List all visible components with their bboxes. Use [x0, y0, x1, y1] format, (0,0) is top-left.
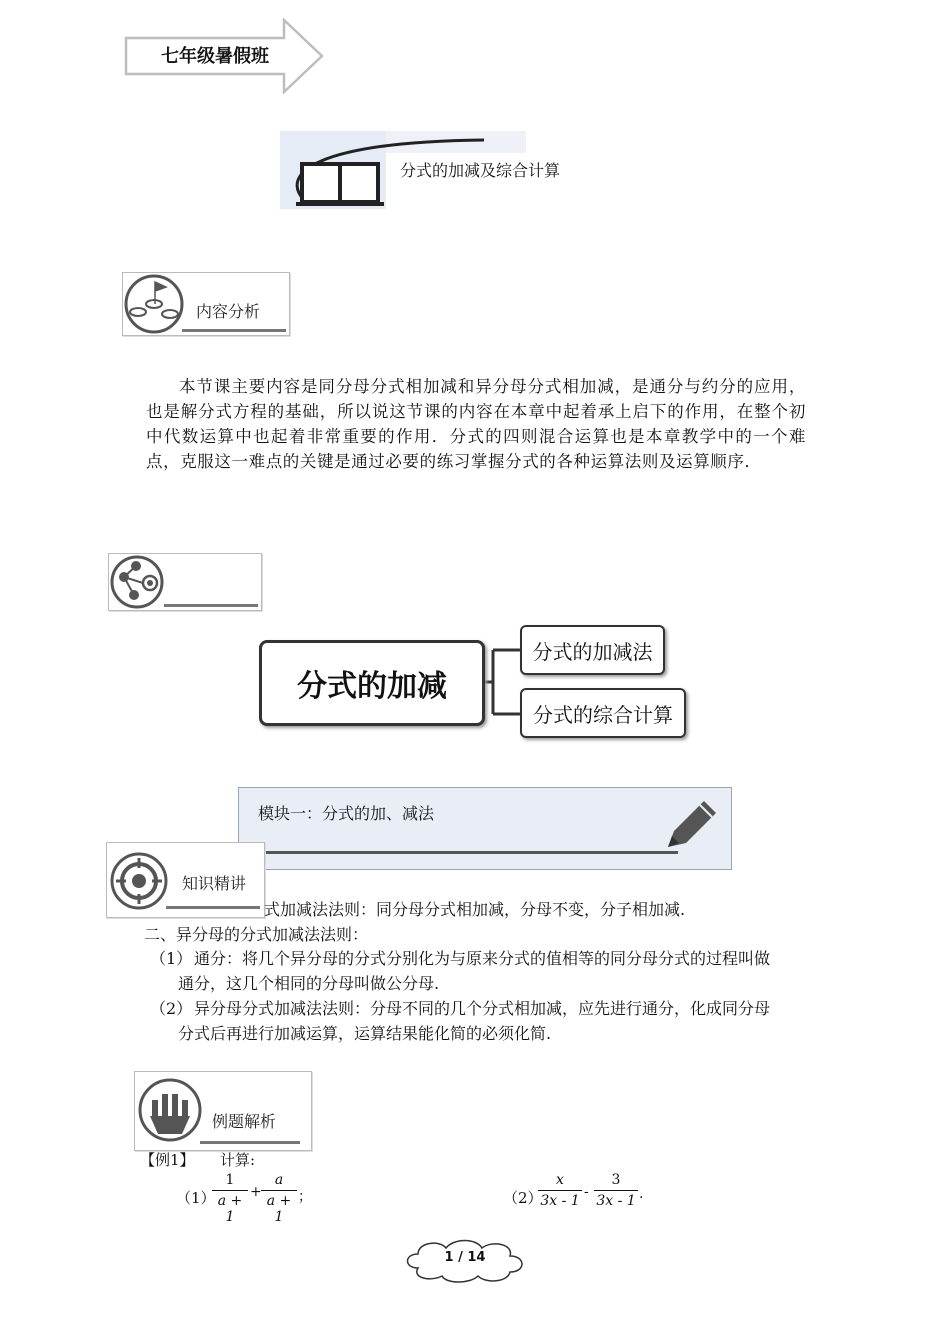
- problem-2-end: .: [639, 1186, 644, 1202]
- fraction-denominator: 3x - 1: [538, 1190, 582, 1209]
- tag-underline: [200, 1141, 300, 1144]
- item-1-label: （1）: [150, 949, 193, 968]
- tag-underline: [182, 329, 286, 332]
- item-1-line-1: 通分：将几个异分母的分式分别化为与原来分式的值相等的同分母分式的过程叫做: [194, 949, 771, 968]
- problem-1-fraction-1: [212, 1172, 248, 1225]
- map-pin-icon: [124, 274, 184, 334]
- rule-1: 式加减法法则：同分母分式相加减，分母不变，分子相加减.: [264, 900, 686, 919]
- fraction-numerator: a: [274, 1172, 284, 1188]
- fraction-denominator: a + 1: [212, 1190, 248, 1225]
- lesson-title: 分式的加减及综合计算: [400, 161, 561, 180]
- tag-underline: [164, 604, 258, 607]
- item-1-line-2: 通分，这几个相同的分母叫做公分母.: [178, 974, 440, 993]
- module-header-box: [238, 787, 732, 870]
- problem-2-fraction-1: [538, 1172, 582, 1209]
- example-label: 【例1】: [140, 1151, 195, 1169]
- problem-1-operator: +: [250, 1184, 262, 1200]
- section-label-examples: 例题解析: [212, 1112, 277, 1131]
- fraction-denominator: 3x - 1: [594, 1190, 638, 1209]
- module-underline: [258, 851, 678, 854]
- fraction-denominator: a + 1: [261, 1190, 297, 1225]
- chess-pieces-icon: [138, 1078, 202, 1142]
- fraction-numerator: 1: [225, 1172, 235, 1188]
- page-number: 1 / 14: [444, 1250, 486, 1265]
- example-instruction: 计算:: [220, 1151, 256, 1169]
- problem-1-fraction-2: [261, 1172, 297, 1225]
- problem-2-fraction-2: [594, 1172, 638, 1209]
- item-2-line-1: 异分母分式加减法法则：分母不同的几个分式相加减，应先进行通分，化成同分母: [194, 999, 771, 1018]
- tag-underline: [166, 906, 260, 909]
- network-icon: [110, 555, 166, 609]
- target-icon: [110, 852, 168, 910]
- problem-1-end: ；: [298, 1189, 312, 1205]
- class-label: 七年级暑假班: [161, 46, 269, 67]
- intro-paragraph: 本节课主要内容是同分母分式相加减和异分母分式相加减，是通分与约分的应用，也是解分式方程的基础，所以说这节课的内容在本章中起着承上启下的作用，在整个初中代数运算中也起着非常重要的作用．分式的四则混合运算也是本章教学中的一个难点，克服这一难点的关键是通过必要的练习掌握分式的各种运算法则及运算顺序．: [146, 377, 806, 471]
- item-2-label: （2）: [150, 999, 193, 1018]
- problem-2-label: （2）: [503, 1189, 543, 1207]
- mindmap-child-add-sub: 分式的加减法: [520, 625, 665, 675]
- problem-2-operator: -: [584, 1184, 589, 1200]
- problem-1-label: （1）: [176, 1189, 216, 1207]
- mindmap-child-combined: 分式的综合计算: [520, 688, 686, 738]
- rule-2-title: 二、异分母的分式加减法法则：: [144, 925, 369, 944]
- item-2-line-2: 分式后再进行加减运算，运算结果能化简的必须化简.: [178, 1024, 552, 1043]
- section-label-knowledge: 知识精讲: [182, 874, 247, 893]
- pencil-icon: [660, 795, 720, 855]
- fraction-numerator: x: [556, 1172, 564, 1188]
- fraction-numerator: 3: [611, 1172, 621, 1188]
- section-label-content-analysis: 内容分析: [196, 302, 261, 321]
- module-title: 模块一：分式的加、减法: [258, 804, 435, 823]
- mindmap-root: 分式的加减: [259, 640, 485, 726]
